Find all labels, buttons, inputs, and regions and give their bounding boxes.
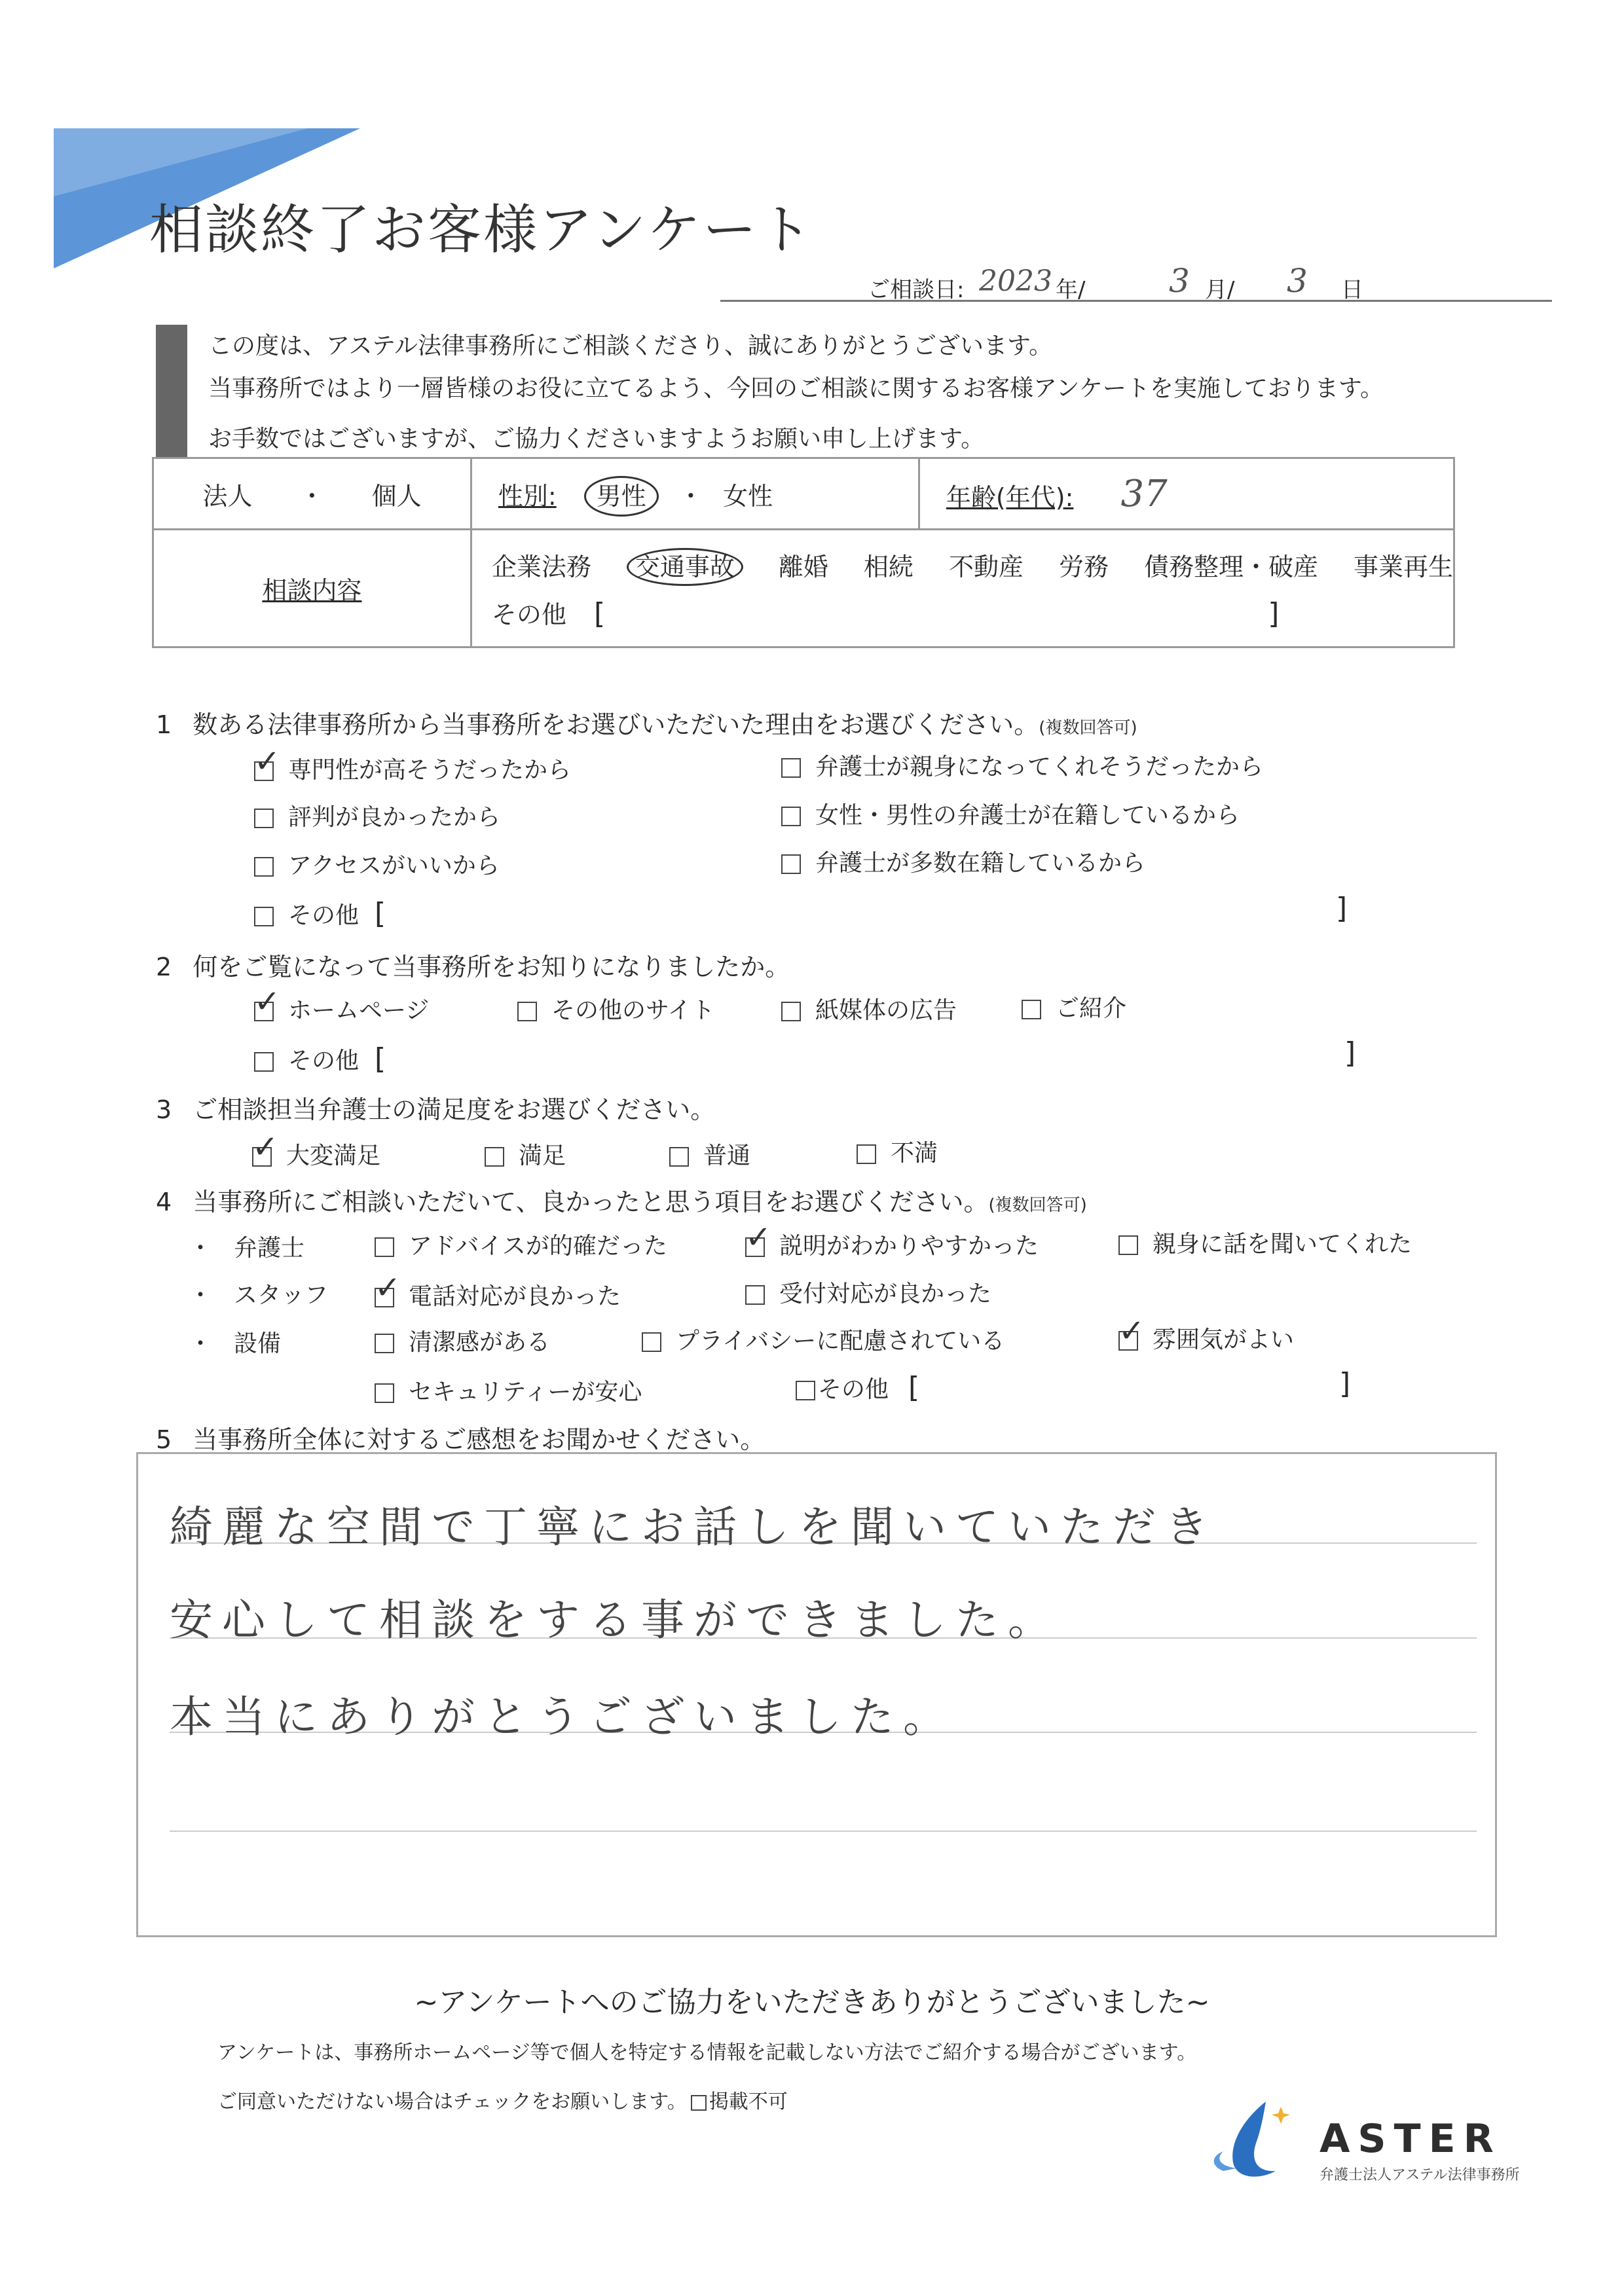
q4-option[interactable]: [745, 1228, 1039, 1261]
q2-option[interactable]: [781, 992, 957, 1025]
q5-heading: [156, 1419, 765, 1455]
consult-other[interactable]: その他: [491, 600, 566, 629]
q1-note: (複数回答可): [1039, 718, 1137, 738]
q1-option[interactable]: [254, 752, 571, 785]
option-label: 満足: [519, 1142, 566, 1169]
checkbox[interactable]: [254, 1002, 274, 1021]
date-day: 3: [1287, 262, 1308, 300]
q1-text: 数ある法律事務所から当事務所をお選びいただいた理由をお選びください。: [193, 710, 1039, 739]
option-label: 清潔感がある: [409, 1329, 551, 1356]
consult-label: 相談内容: [262, 576, 362, 605]
q1-number: 1: [156, 710, 172, 739]
option-label: 普通: [703, 1142, 751, 1169]
date-label: ご相談日:: [868, 277, 965, 303]
checkbox[interactable]: [781, 807, 801, 826]
page-title: 相談終了お客様アンケート: [149, 199, 815, 261]
aster-logo-icon: [1204, 2094, 1302, 2185]
option-label: 弁護士が親身になってくれそうだったから: [815, 754, 1264, 780]
q1-option[interactable]: [781, 797, 1240, 830]
q4-category-facility: 設備: [234, 1330, 282, 1357]
client-type-cell: [153, 458, 471, 530]
option-label: ホームページ: [288, 997, 430, 1024]
q3-option[interactable]: [252, 1137, 380, 1171]
date-month-unit: 月/: [1205, 277, 1235, 303]
option-label: その他: [288, 1048, 360, 1074]
checkbox[interactable]: [254, 857, 274, 877]
consult-traffic-accident[interactable]: 交通事故: [627, 548, 743, 586]
option-label: 紙媒体の広告: [815, 997, 957, 1024]
option-label: プライバシーに配慮されている: [676, 1328, 1005, 1355]
comment-box[interactable]: [136, 1452, 1497, 1937]
q3-text: ご相談担当弁護士の満足度をお選びください。: [193, 1095, 716, 1124]
checkbox[interactable]: [254, 809, 274, 828]
option-label: 受付対応が良かった: [779, 1281, 992, 1307]
option-label: 不満: [891, 1140, 938, 1167]
q1-other[interactable]: [254, 897, 386, 930]
date-month: 3: [1169, 262, 1190, 300]
q5-number: 5: [156, 1425, 172, 1454]
date-year: 2023: [979, 264, 1052, 298]
footer-note-2: [217, 2085, 788, 2114]
q2-text: 何をご覧になって当事務所をお知りになりましたか。: [193, 953, 790, 981]
option-label: 弁護士が多数在籍しているから: [815, 850, 1146, 877]
option-label: ご紹介: [1056, 995, 1127, 1022]
option-label: 専門性が高そうだったから: [288, 757, 572, 784]
logo-subtitle: 弁護士法人アステル法律事務所: [1320, 2167, 1520, 2183]
option-label: 親身に話を聞いてくれた: [1153, 1231, 1412, 1258]
age-cell: [919, 458, 1454, 530]
q4-option[interactable]: [375, 1324, 550, 1357]
consult-inheritance[interactable]: 相続: [863, 552, 913, 581]
option-label: アクセスがいいから: [288, 852, 500, 879]
checkbox[interactable]: [642, 1332, 661, 1352]
intro-line-3: お手数ではございますが、ご協力くださいますようお願い申し上げます。: [208, 426, 985, 452]
q4-heading: [156, 1182, 1087, 1218]
q2-heading: [156, 947, 790, 983]
logo-name: ASTER: [1320, 2116, 1502, 2162]
date-day-unit: 日: [1341, 277, 1363, 303]
info-table: [152, 457, 1455, 648]
q4-category-staff: スタッフ: [234, 1282, 329, 1309]
checkbox[interactable]: [375, 1237, 394, 1257]
bracket-close: ]: [1339, 1367, 1351, 1400]
q3-heading: [156, 1089, 715, 1125]
q4-note: (複数回答可): [988, 1195, 1087, 1215]
checkbox[interactable]: [375, 1383, 394, 1403]
q4-option[interactable]: [745, 1275, 991, 1309]
checkbox[interactable]: [252, 1147, 272, 1167]
q4-option[interactable]: [642, 1322, 1005, 1356]
footer-thanks: ~アンケートへのご協力をいただきありがとうございました~: [414, 1986, 1210, 2019]
footer-note-2-text: ご同意いただけない場合はチェックをお願いします。: [217, 2090, 687, 2113]
no-publish-label: 掲載不可: [709, 2090, 788, 2113]
bracket-close: ]: [1344, 1036, 1356, 1070]
q4-bullet: ・: [189, 1330, 213, 1357]
option-label: セキュリティーが安心: [409, 1379, 642, 1406]
q4-number: 4: [156, 1188, 172, 1216]
q2-other[interactable]: [254, 1042, 386, 1076]
consult-real-estate[interactable]: 不動産: [948, 552, 1024, 581]
q1-heading: [156, 704, 1137, 740]
checkbox[interactable]: [857, 1144, 876, 1164]
intro-line-1: この度は、アステル法律事務所にご相談くださり、誠にありがとうございます。: [208, 333, 1053, 359]
age-value[interactable]: 37: [1120, 472, 1168, 515]
person-option[interactable]: 個人: [371, 481, 422, 511]
date-year-unit: 年/: [1056, 277, 1086, 303]
bracket-open: [: [908, 1371, 920, 1404]
comment-line-3: 本当にありがとうございました。: [170, 1692, 955, 1742]
consult-corporate[interactable]: 企業法務: [491, 552, 591, 581]
q2-option[interactable]: [254, 992, 429, 1025]
q4-option[interactable]: [1118, 1321, 1294, 1355]
option-label: その他: [288, 902, 360, 929]
option-label: その他: [818, 1376, 889, 1403]
q4-option[interactable]: [375, 1374, 642, 1407]
q1-option[interactable]: [781, 748, 1263, 782]
gender-cell: [471, 458, 919, 530]
q2-option[interactable]: [1022, 990, 1126, 1023]
checkbox[interactable]: [1118, 1235, 1138, 1255]
q4-option[interactable]: [1118, 1226, 1412, 1259]
checkbox[interactable]: [375, 1334, 394, 1353]
checkbox[interactable]: [781, 1002, 801, 1021]
consult-options-cell: [471, 530, 1454, 647]
comment-line-2: 安心して相談をする事ができました。: [170, 1595, 1060, 1645]
separator: ・: [299, 481, 325, 511]
q3-option[interactable]: [485, 1137, 566, 1171]
separator: ・: [678, 481, 703, 511]
q3-option[interactable]: [669, 1137, 750, 1171]
checkbox[interactable]: [781, 758, 801, 778]
ruled-line: [170, 1831, 1477, 1832]
q3-number: 3: [156, 1095, 172, 1124]
comment-line-1: 綺麗な空間で丁寧にお話しを聞いていただき: [170, 1502, 1217, 1552]
date-underline: [720, 300, 1552, 302]
checkbox[interactable]: [485, 1147, 504, 1167]
checkbox[interactable]: [375, 1288, 394, 1307]
q4-bullet: ・: [189, 1235, 213, 1262]
checkbox[interactable]: [517, 1002, 537, 1021]
bracket-close: ]: [1268, 596, 1280, 630]
option-label: 電話対応が良かった: [409, 1283, 621, 1310]
option-label: 説明がわかりやすかった: [779, 1233, 1039, 1260]
option-label: アドバイスが的確だった: [409, 1233, 667, 1260]
option-label: その他のサイト: [551, 997, 715, 1024]
q1-option[interactable]: [254, 799, 500, 832]
option-label: 評判が良かったから: [288, 804, 501, 831]
consult-label-cell: [153, 530, 471, 647]
q4-bullet: ・: [189, 1282, 213, 1309]
corp-option[interactable]: 法人: [202, 481, 253, 511]
q3-option[interactable]: [857, 1135, 938, 1168]
checkbox[interactable]: [745, 1285, 765, 1305]
intro-line-2: 当事務所ではより一層皆様のお役に立てるよう、今回のご相談に関するお客様アンケートを実施しております。: [208, 375, 1384, 402]
consult-debt[interactable]: 債務整理・破産: [1143, 552, 1318, 581]
checkbox[interactable]: [254, 907, 274, 926]
bracket-close: ]: [1336, 892, 1348, 925]
consult-business-revival[interactable]: 事業再生: [1353, 552, 1453, 581]
checkbox[interactable]: [254, 761, 274, 781]
checkbox[interactable]: [1022, 1000, 1041, 1019]
bracket-open: [: [375, 1042, 386, 1076]
intro-bar: [156, 325, 187, 459]
gender-label: 性別:: [498, 481, 557, 511]
q1-option[interactable]: [254, 847, 500, 881]
q4-other[interactable]: [796, 1371, 919, 1404]
checkbox[interactable]: [1118, 1331, 1138, 1351]
checkbox[interactable]: [254, 1052, 274, 1072]
footer-note-1: アンケートは、事務所ホームページ等で個人を特定する情報を記載しない方法でご紹介する場合がございます。: [217, 2041, 1197, 2064]
q1-option[interactable]: [781, 845, 1145, 878]
male-option[interactable]: 男性: [584, 476, 659, 517]
q4-option[interactable]: [375, 1278, 621, 1311]
q4-category-lawyer: 弁護士: [234, 1235, 305, 1262]
no-publish-checkbox[interactable]: [691, 2095, 707, 2111]
checkbox[interactable]: [669, 1147, 689, 1167]
q2-number: 2: [156, 953, 172, 981]
consult-labor[interactable]: 労務: [1058, 552, 1109, 581]
option-label: 女性・男性の弁護士が在籍しているから: [815, 802, 1240, 829]
option-label: 大変満足: [286, 1142, 381, 1169]
q5-text: 当事務所全体に対するご感想をお聞かせください。: [193, 1425, 766, 1454]
q4-option[interactable]: [375, 1228, 667, 1261]
age-label: 年齢(年代):: [946, 483, 1074, 512]
option-label: 雰囲気がよい: [1153, 1326, 1295, 1353]
checkbox[interactable]: [796, 1381, 815, 1400]
q4-text: 当事務所にご相談いただいて、良かったと思う項目をお選びください。: [193, 1188, 989, 1216]
bracket-open: [: [593, 596, 606, 630]
q2-option[interactable]: [517, 992, 714, 1025]
bracket-open: [: [375, 897, 386, 930]
checkbox[interactable]: [745, 1237, 765, 1257]
female-option[interactable]: 女性: [723, 481, 773, 511]
consult-divorce[interactable]: 離婚: [778, 552, 828, 581]
checkbox[interactable]: [781, 854, 801, 874]
